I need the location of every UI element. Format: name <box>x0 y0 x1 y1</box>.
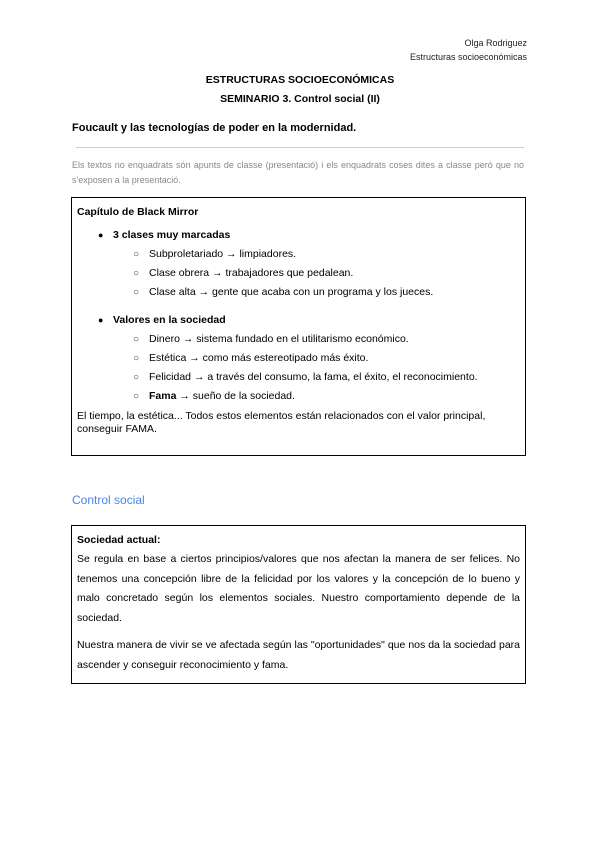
sub-item-text: Subproletariado → limpiadores. <box>149 248 297 260</box>
paragraph: Nuestra manera de vivir se ve afectada según las "oportunidades" que nos da la sociedad para ascender y conseguir reconocimiento y fama. <box>77 639 520 671</box>
sub-list-item <box>77 368 520 387</box>
sub-list-item <box>77 245 520 264</box>
header-course: Estructuras socioeconómicas <box>409 52 527 62</box>
black-mirror-box <box>71 197 526 456</box>
sub-item-text: Clase alta → gente que acaba con un programa y los jueces. <box>149 286 434 298</box>
sociedad-actual-box <box>71 525 526 684</box>
sub-list <box>113 245 520 302</box>
list-item-label: Valores en la sociedad <box>113 314 226 326</box>
circle-bullet-icon: ○ <box>133 287 140 298</box>
document-title: ESTRUCTURAS SOCIOECONÓMICAS <box>205 74 395 86</box>
main-list <box>77 226 520 406</box>
paragraph: Se regula en base a ciertos principios/valores que nos afectan la manera de ser felices. No tenemos una concepción libre de la felicidad por los valores y la concepción de lo bueno y malo concretado según los elementos sociales. Nuestro comportamiento depende de la sociedad. <box>77 553 520 624</box>
list-spacer <box>77 302 520 311</box>
circle-bullet-icon: ○ <box>133 391 140 402</box>
box-closing-text: El tiempo, la estética... Todos estos elementos están relacionados con el valor principal, conseguir FAMA. <box>77 410 486 435</box>
sub-list-item <box>77 349 520 368</box>
sub-list-item <box>77 283 520 302</box>
list-item-label: 3 clases muy marcadas <box>113 229 231 241</box>
box-title: Capítulo de Black Mirror <box>77 206 199 218</box>
header-author: Olga Rodriguez <box>464 38 527 48</box>
section-heading: Control social <box>72 493 145 507</box>
intro-note: Els textos no enquadrats són apunts de classe (presentació) i els enquadrats coses dites a classe però que no s'exposen a la presentació. <box>72 160 524 185</box>
seminar-title: SEMINARIO 3. Control social (II) <box>220 93 380 105</box>
sub-list-item <box>77 387 520 406</box>
list-item <box>77 226 520 302</box>
document-subtitle: Foucault y las tecnologías de poder en la modernidad. <box>72 122 357 134</box>
horizontal-divider <box>76 147 524 148</box>
sub-item-text: Clase obrera → trabajadores que pedalean. <box>149 267 354 279</box>
circle-bullet-icon: ○ <box>133 372 140 383</box>
sub-item-text: Estética → como más estereotipado más éxito. <box>149 352 369 364</box>
circle-bullet-icon: ○ <box>133 353 140 364</box>
sub-item-text: Felicidad → a través del consumo, la fama, el éxito, el reconocimiento. <box>149 371 478 383</box>
sub-item-bold-text: Fama <box>149 390 177 402</box>
circle-bullet-icon: ○ <box>133 249 140 260</box>
box-title: Sociedad actual: <box>77 534 161 546</box>
bullet-icon: ● <box>98 230 104 240</box>
sub-list <box>113 330 520 406</box>
sub-list-item <box>77 264 520 283</box>
sub-list-item <box>77 330 520 349</box>
circle-bullet-icon: ○ <box>133 268 140 279</box>
circle-bullet-icon: ○ <box>133 334 140 345</box>
sub-item-text: → sueño de la sociedad. <box>176 390 295 402</box>
sub-item-text: Dinero → sistema fundado en el utilitarismo económico. <box>149 333 409 345</box>
list-item <box>77 311 520 406</box>
bullet-icon: ● <box>98 315 104 325</box>
